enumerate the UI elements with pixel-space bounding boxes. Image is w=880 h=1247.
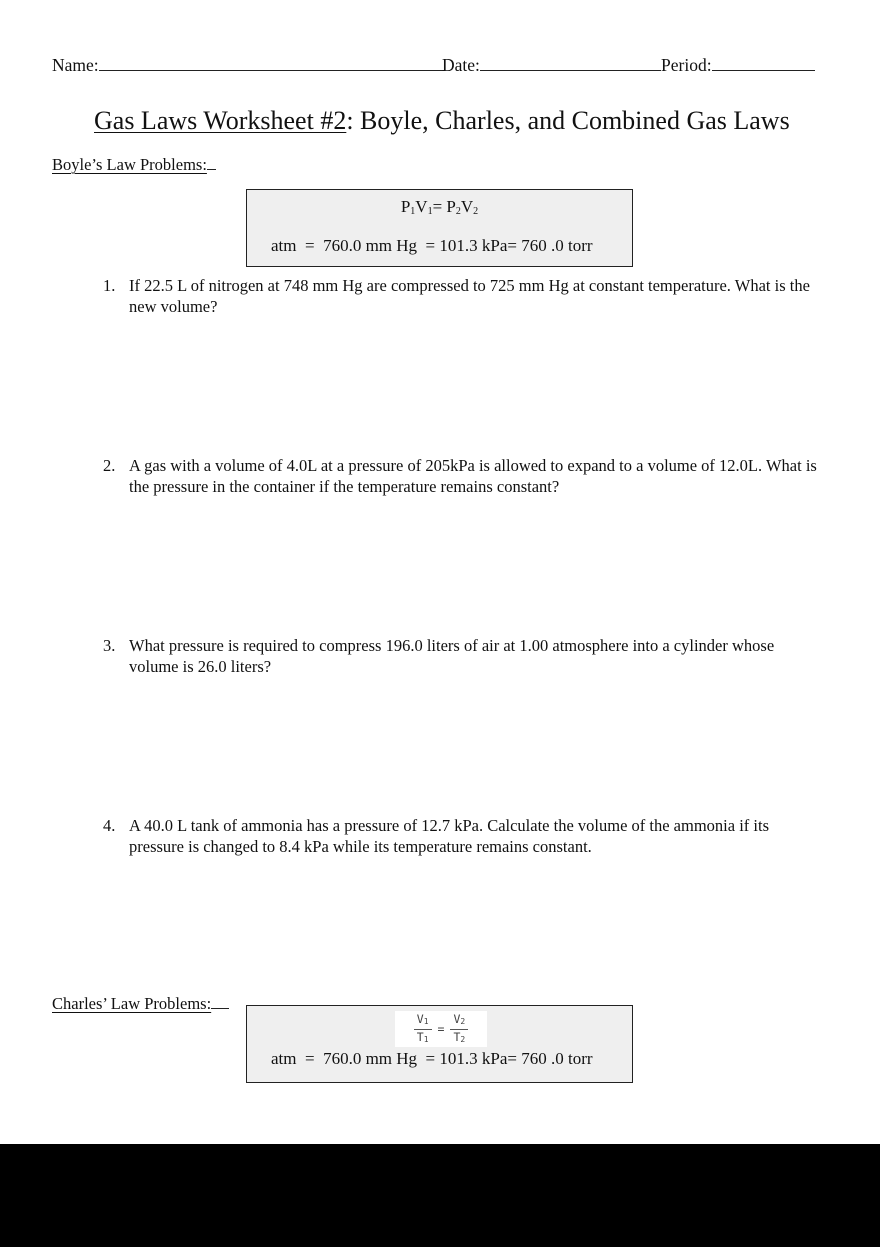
fraction-numerator: [450, 1012, 468, 1030]
formula-sub: 1: [427, 206, 433, 217]
formula-sub: 2: [455, 206, 461, 217]
title-rest: : Boyle, Charles, and Combined Gas Laws: [346, 106, 790, 135]
name-field[interactable]: [52, 55, 444, 75]
problem-text: If 22.5 L of nitrogen at 748 mm Hg are compressed to 725 mm Hg at constant temperature. What is the new volume?: [129, 276, 810, 316]
formula-v1: V: [416, 1011, 424, 1026]
formula-p1: P: [400, 197, 411, 216]
formula-sub: 2: [460, 1016, 466, 1026]
formula-sub: 2: [473, 206, 479, 217]
period-field[interactable]: [661, 55, 815, 75]
fraction-v1-t1: [414, 1012, 432, 1047]
formula-v2: V: [460, 197, 474, 216]
date-label: Date:: [442, 55, 480, 75]
boyle-formula-box: [246, 189, 633, 267]
formula-t1: T: [416, 1029, 424, 1044]
charles-formula-image: [395, 1011, 487, 1047]
underline-trail: [211, 994, 229, 1009]
boyle-unit-conversion: atm = 760.0 mm Hg = 101.3 kPa= 760 .0 torr: [271, 236, 593, 255]
charles-formula-box: [246, 1005, 633, 1083]
title-underlined: Gas Laws Worksheet #2: [94, 106, 347, 135]
formula-v2: V: [453, 1011, 461, 1026]
boyle-label-text: Boyle’s Law Problems:: [52, 155, 207, 174]
page-title: [94, 106, 790, 136]
problem-1: [103, 276, 823, 317]
problem-number: 1.: [103, 276, 116, 295]
formula-sub: 2: [460, 1034, 466, 1044]
problem-text: A 40.0 L tank of ammonia has a pressure of 12.7 kPa. Calculate the volume of the ammonia if its pressure is changed to 8.4 kPa while its temperature remains constant.: [129, 816, 769, 856]
name-blank[interactable]: [99, 55, 444, 71]
viewer-background: [0, 1144, 880, 1247]
date-blank[interactable]: [480, 55, 661, 71]
charles-unit-conversion: atm = 760.0 mm Hg = 101.3 kPa= 760 .0 torr: [271, 1049, 593, 1068]
formula-p2: P: [446, 197, 456, 216]
formula-equals: =: [432, 197, 447, 216]
problem-2: [103, 456, 823, 497]
fraction-v2-t2: [450, 1012, 468, 1047]
formula-sub: 1: [423, 1016, 429, 1026]
problem-text: A gas with a volume of 4.0L at a pressure of 205kPa is allowed to expand to a volume of 12.0L. What is the pressure in the container if the temperature remains constant?: [129, 456, 817, 496]
fraction-denominator: [414, 1030, 432, 1047]
formula-sub: 1: [423, 1034, 429, 1044]
fraction-denominator: [450, 1030, 468, 1047]
formula-v1: V: [415, 197, 428, 216]
date-field[interactable]: [442, 55, 661, 75]
problem-4: [103, 816, 823, 857]
problem-text: What pressure is required to compress 196.0 liters of air at 1.00 atmosphere into a cylinder whose volume is 26.0 liters?: [129, 636, 775, 676]
problem-number: 4.: [103, 816, 116, 835]
boyle-section-label: [52, 155, 216, 175]
formula-t2: T: [453, 1029, 461, 1044]
formula-sub: 1: [410, 206, 416, 217]
problem-number: 2.: [103, 456, 116, 475]
formula-equals: =: [437, 1022, 445, 1036]
period-blank[interactable]: [712, 55, 815, 71]
fraction-numerator: [414, 1012, 432, 1030]
charles-label-text: Charles’ Law Problems:: [52, 994, 212, 1013]
underline-trail: [207, 155, 216, 170]
charles-section-label: [52, 994, 229, 1014]
problem-3: [103, 636, 823, 677]
problem-number: 3.: [103, 636, 116, 655]
boyle-formula: [247, 197, 632, 217]
period-label: Period:: [661, 55, 712, 75]
name-label: Name:: [52, 55, 99, 75]
